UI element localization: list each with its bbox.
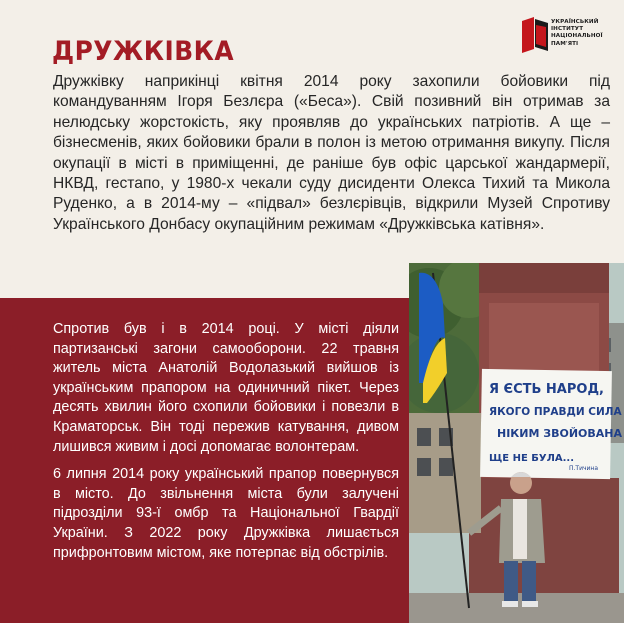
svg-text:НІКИМ ЗВОЙОВАНА: НІКИМ ЗВОЙОВАНА: [497, 427, 622, 440]
resistance-paragraph-1: Спротив був і в 2014 році. У місті діяли партизанські загони самооборони. 22 травня житель міста Анатолій Водолазький вийшов із українським прапором на одиничний пікет. Через десять хвилин його схопили бойовики і повезли в Краматорськ. Він тоді пережив катування, дивом лишився живим і досі допомагає волонтерам.: [53, 321, 399, 455]
svg-text:ЩЕ НЕ БУЛА...: ЩЕ НЕ БУЛА...: [489, 453, 575, 464]
svg-text:П.Тичина: П.Тичина: [569, 465, 599, 472]
institute-logo-icon: [522, 17, 548, 53]
page-title: ДРУЖКІВКА: [52, 36, 235, 67]
protest-banner: [480, 369, 622, 479]
svg-text:Я ЄСТЬ НАРОД,: Я ЄСТЬ НАРОД,: [489, 382, 604, 397]
resistance-paragraph-2: 6 липня 2014 року український прапор повернувся в місто. До звільнення міста були залучені підрозділи 93-ї омбр та Національної Гвардії України. З 2022 року Дружківка лишається прифронтовим містом, яке потерпає від обстрілів.: [53, 466, 399, 561]
institute-logo-text: УКРАЇНСЬКИЙ ІНСТИТУТ НАЦІОНАЛЬНОЇ ПАМ'ЯТІ: [551, 19, 603, 47]
resistance-text: [53, 320, 399, 571]
intro-paragraph: Дружківку наприкінці квітня 2014 року захопили бойовики під командуванням Ігоря Безлєра («Беса»). Свій позивний він отримав за нелюдську жорстокість, яку проявляв до українських патріотів. А ще – бізнесменів, яких бойовики брали в полон із метою отримання викупу. Після окупації в місті в приміщенні, де раніше був офіс царської жандармерії, НКВД, гестапо, у 1980-х чекали суду дисиденти Олекса Тихий та Микола Руденко, а в 2014-му – «підвал» безлєрівців, відкрили Музей Спротиву Українського Донбасу окупаційним режимам «Дружківська катівня».: [53, 73, 610, 233]
institute-logo: [522, 17, 612, 59]
svg-text:ЯКОГО ПРАВДИ СИЛА: ЯКОГО ПРАВДИ СИЛА: [489, 406, 622, 418]
protest-photo: [409, 263, 624, 623]
